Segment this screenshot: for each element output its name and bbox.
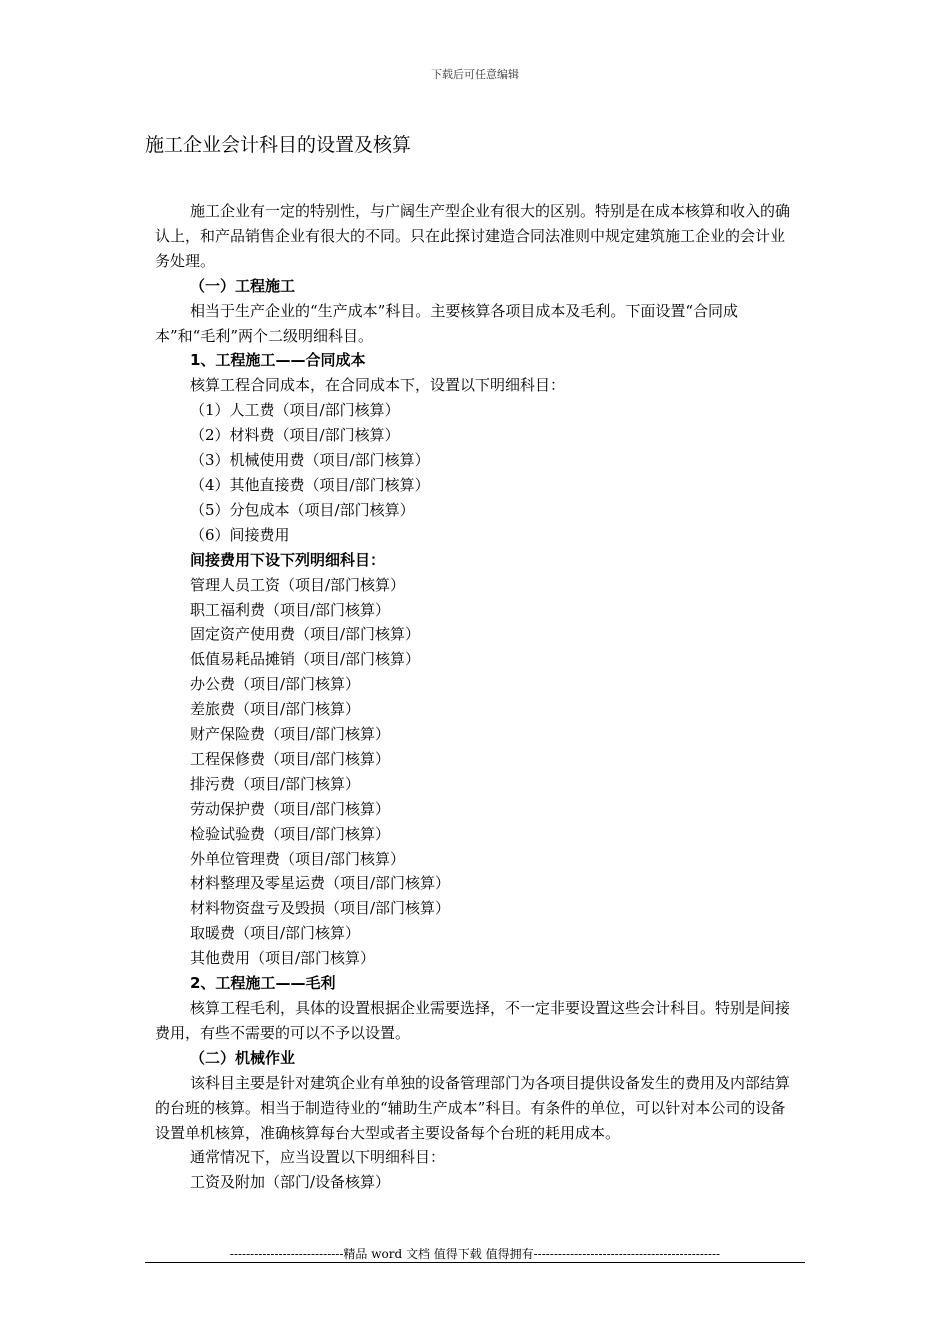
- header-note: 下载后可任意编辑: [431, 68, 519, 81]
- section-1-paragraph: 相当于生产企业的“生产成本”科目。主要核算各项目成本及毛利。下面设置“合同成本”和“毛利”两个二级明细科目。: [155, 301, 739, 345]
- document-title: 施工企业会计科目的设置及核算: [145, 134, 412, 156]
- section-2-intro: 通常情况下，应当设置以下明细科目：: [190, 1148, 446, 1167]
- cost-item-list: [155, 398, 795, 547]
- list-item: 外单位管理费（项目/部门核算）: [190, 849, 406, 868]
- section-1-heading: （一）工程施工: [190, 276, 296, 295]
- list-item: 财产保险费（项目/部门核算）: [190, 725, 391, 744]
- list-item: 职工福利费（项目/部门核算）: [190, 600, 391, 619]
- list-item: 差旅费（项目/部门核算）: [190, 700, 361, 719]
- list-item: （6）间接费用: [190, 525, 290, 544]
- list-item: 材料物资盘亏及毁损（项目/部门核算）: [190, 899, 451, 918]
- indirect-cost-list: [155, 573, 795, 972]
- list-item: （4）其他直接费（项目/部门核算）: [190, 475, 430, 494]
- section-2-item-list: [155, 1170, 795, 1195]
- indirect-cost-heading: 间接费用下设下列明细科目：: [190, 550, 386, 569]
- list-item: 工程保修费（项目/部门核算）: [190, 749, 391, 768]
- intro-paragraph: 施工企业有一定的特别性，与广阔生产型企业有很大的区别。特别是在成本核算和收入的确认上，和产品销售企业有很大的不同。只在此探讨建造合同法准则中规定建筑施工企业的会计业务处理。: [155, 202, 791, 270]
- section-2-heading: （二）机械作业: [190, 1048, 296, 1067]
- subsection-1-intro: 核算工程合同成本，在合同成本下，设置以下明细科目：: [190, 376, 566, 395]
- list-item: （1）人工费（项目/部门核算）: [190, 401, 400, 420]
- list-item: 低值易耗品摊销（项目/部门核算）: [190, 650, 421, 669]
- list-item: 管理人员工资（项目/部门核算）: [190, 575, 406, 594]
- list-item: 材料整理及零星运费（项目/部门核算）: [190, 874, 451, 893]
- footer-text: ----------------------------精品 word 文档 值得下载 值得拥有----------------------------------------------: [229, 1247, 721, 1261]
- list-item: （5）分包成本（项目/部门核算）: [190, 500, 415, 519]
- footer-divider: [145, 1262, 805, 1263]
- subsection-1-heading: 1、工程施工——合同成本: [190, 351, 366, 370]
- document-body: [155, 199, 795, 1195]
- list-item: （3）机械使用费（项目/部门核算）: [190, 451, 430, 470]
- list-item: 检验试验费（项目/部门核算）: [190, 824, 391, 843]
- section-2-paragraph: 该科目主要是针对建筑企业有单独的设备管理部门为各项目提供设备发生的费用及内部结算的台班的核算。相当于制造待业的“辅助生产成本”科目。有条件的单位，可以针对本公司的设备设置单机核算，准确核算每台大型或者主要设备每个台班的耗用成本。: [155, 1073, 791, 1142]
- list-item: 办公费（项目/部门核算）: [190, 675, 361, 694]
- list-item: 劳动保护费（项目/部门核算）: [190, 799, 391, 818]
- subsection-2-paragraph: 核算工程毛利，具体的设置根据企业需要选择，不一定非要设置这些会计科目。特别是间接费用，有些不需要的可以不予以设置。: [155, 999, 791, 1042]
- list-item: 工资及附加（部门/设备核算）: [190, 1173, 391, 1192]
- list-item: （2）材料费（项目/部门核算）: [190, 426, 400, 445]
- list-item: 排污费（项目/部门核算）: [190, 774, 361, 793]
- list-item: 固定资产使用费（项目/部门核算）: [190, 625, 421, 644]
- list-item: 取暖费（项目/部门核算）: [190, 924, 361, 943]
- subsection-2-heading: 2、工程施工——毛利: [190, 974, 336, 993]
- list-item: 其他费用（项目/部门核算）: [190, 949, 376, 968]
